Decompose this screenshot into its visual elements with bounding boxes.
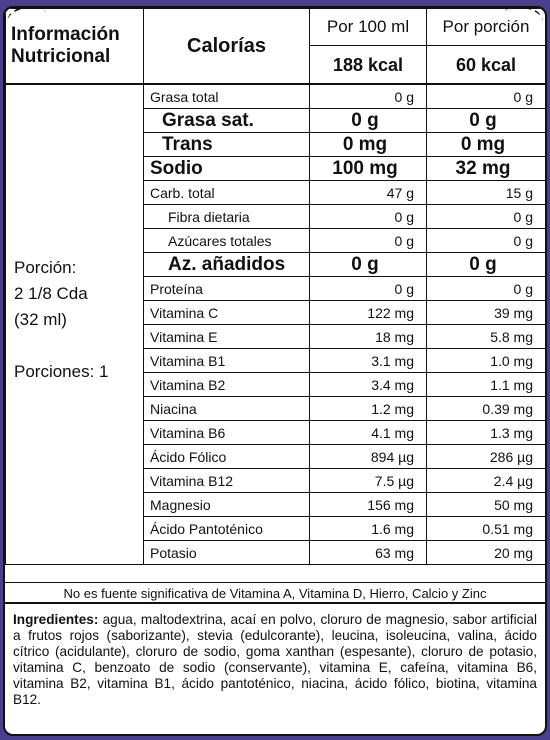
value-portion: 0 g [427, 84, 546, 109]
nutrient-name: Niacina [144, 397, 310, 421]
value-portion: 0 g [427, 229, 546, 253]
nutrient-name: Potasio [144, 541, 310, 565]
value-100ml: 0 g [310, 253, 427, 277]
value-portion: 0.51 mg [427, 517, 546, 541]
value-100ml: 4.1 mg [310, 421, 427, 445]
nutrient-name: Vitamina B1 [144, 349, 310, 373]
value-100ml: 3.4 mg [310, 373, 427, 397]
kcal-100ml: 188 kcal [310, 46, 427, 84]
calories-label: Calorías [144, 9, 310, 85]
value-portion: 0 mg [427, 133, 546, 157]
ingredients [5, 608, 545, 712]
value-portion: 0 g [427, 109, 546, 133]
value-100ml: 63 mg [310, 541, 427, 565]
portion-label: Porción: [14, 258, 77, 277]
nutrient-name: Carb. total [144, 181, 310, 205]
column-header-portion: Por porción [427, 9, 546, 46]
nutrient-name: Vitamina B6 [144, 421, 310, 445]
value-100ml: 3.1 mg [310, 349, 427, 373]
ingredients-label: Ingredientes: [13, 612, 99, 627]
value-portion: 2.4 µg [427, 469, 546, 493]
value-100ml: 0 g [310, 277, 427, 301]
value-100ml: 156 mg [310, 493, 427, 517]
value-100ml: 122 mg [310, 301, 427, 325]
portion-size-ml: (32 ml) [14, 310, 67, 329]
value-portion: 1.0 mg [427, 349, 546, 373]
servings: Porciones: 1 [14, 362, 109, 381]
value-portion: 20 mg [427, 541, 546, 565]
nutrient-name: Azúcares totales [144, 229, 310, 253]
value-100ml: 0 g [310, 229, 427, 253]
nutrient-name: Grasa total [144, 84, 310, 109]
value-100ml: 0 g [310, 109, 427, 133]
value-100ml: 1.6 mg [310, 517, 427, 541]
nutrient-name: Vitamina B2 [144, 373, 310, 397]
kcal-portion: 60 kcal [427, 46, 546, 84]
value-portion: 0 g [427, 253, 546, 277]
value-portion: 32 mg [427, 157, 546, 181]
value-portion: 50 mg [427, 493, 546, 517]
value-portion: 0 g [427, 277, 546, 301]
nutrition-label [3, 6, 547, 736]
value-100ml: 47 g [310, 181, 427, 205]
nutrition-table [5, 8, 546, 565]
value-100ml: 894 µg [310, 445, 427, 469]
footnote: No es fuente significativa de Vitamina A, Vitamina D, Hierro, Calcio y Zinc [5, 582, 545, 604]
title-line-2: Nutricional [11, 46, 111, 67]
value-100ml: 18 mg [310, 325, 427, 349]
value-portion: 5.8 mg [427, 325, 546, 349]
value-100ml: 7.5 µg [310, 469, 427, 493]
value-100ml: 1.2 mg [310, 397, 427, 421]
nutrient-name: Grasa sat. [144, 109, 310, 133]
value-portion: 286 µg [427, 445, 546, 469]
nutrient-name: Ácido Pantoténico [144, 517, 310, 541]
nutrient-name: Vitamina C [144, 301, 310, 325]
portion-info [6, 84, 144, 565]
title-line-1: Información [11, 24, 120, 45]
value-100ml: 100 mg [310, 157, 427, 181]
value-100ml: 0 mg [310, 133, 427, 157]
nutrient-name: Sodio [144, 157, 310, 181]
nutrient-name: Proteína [144, 277, 310, 301]
value-100ml: 0 g [310, 205, 427, 229]
value-portion: 15 g [427, 181, 546, 205]
value-portion: 0 g [427, 205, 546, 229]
nutrient-name: Vitamina B12 [144, 469, 310, 493]
value-portion: 1.3 mg [427, 421, 546, 445]
ingredients-text: agua, maltodextrina, acaí en polvo, cloruro de magnesio, sabor artificial a frutos rojos (saborizante), stevia (edulcorante), leucina, isoleucina, valina, ácido cítrico (acidulante), cloruro de sodio, goma xanthan (espesante), cloruro de potasio, vitamina C, benzoato de sodio (conservante), vitamina E, cafeína, vitamina B6, vitamina B2, vitamina B1, ácido pantoténico, niacina, ácido fólico, biotina, vitamina B12. [13, 612, 537, 707]
nutrient-name: Vitamina E [144, 325, 310, 349]
nutrient-name: Trans [144, 133, 310, 157]
table-title [6, 9, 144, 85]
value-portion: 1.1 mg [427, 373, 546, 397]
nutrient-name: Ácido Fólico [144, 445, 310, 469]
nutrient-name: Magnesio [144, 493, 310, 517]
value-100ml: 0 g [310, 84, 427, 109]
column-header-100ml: Por 100 ml [310, 9, 427, 46]
value-portion: 0.39 mg [427, 397, 546, 421]
value-portion: 39 mg [427, 301, 546, 325]
portion-size-cda: 2 1/8 Cda [14, 284, 88, 303]
nutrient-name: Fibra dietaria [144, 205, 310, 229]
nutrient-name: Az. añadidos [144, 253, 310, 277]
